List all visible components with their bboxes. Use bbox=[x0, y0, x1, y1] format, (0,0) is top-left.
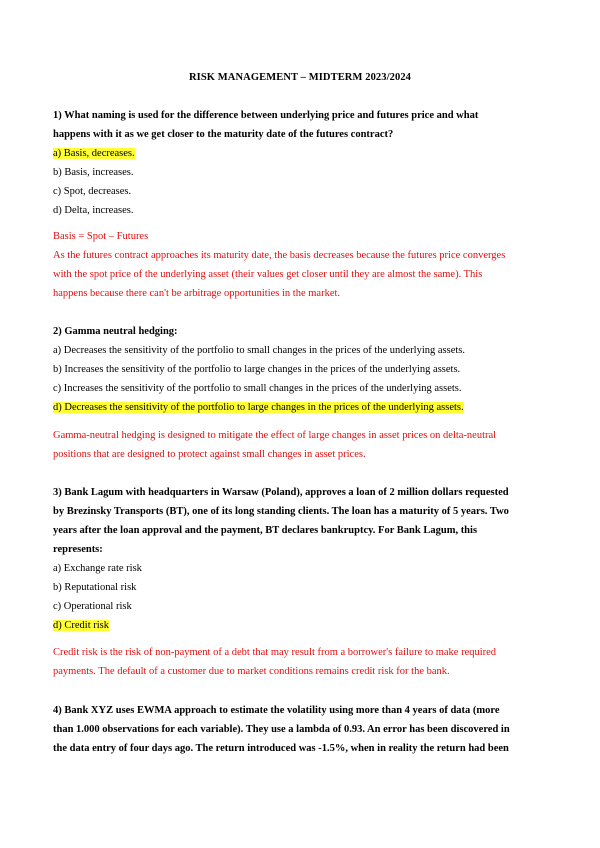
question-2-text bbox=[53, 322, 547, 341]
explanation-line: happens because there can't be arbitrage opportunities in the market. bbox=[53, 288, 341, 299]
option-b: b) Reputational risk bbox=[53, 582, 137, 593]
question-2-explanation bbox=[53, 426, 547, 464]
option-c: c) Spot, decreases. bbox=[53, 186, 132, 197]
question-line: happens with it as we get closer to the maturity date of the futures contract? bbox=[53, 129, 394, 140]
question-4 bbox=[53, 701, 547, 758]
option-b: b) Basis, increases. bbox=[53, 167, 134, 178]
question-line: 1) What naming is used for the difference between underlying price and futures price and what bbox=[53, 110, 479, 121]
question-line: the data entry of four days ago. The return introduced was -1.5%, when in reality the return had been bbox=[53, 743, 509, 754]
question-line: than 1.000 observations for each variable). They use a lambda of 0.93. An error has been discovered in bbox=[53, 724, 510, 735]
explanation-line: payments. The default of a customer due to market conditions remains credit risk for the bank. bbox=[53, 666, 450, 677]
explanation-line: positions that are designed to protect against small changes in asset prices. bbox=[53, 449, 366, 460]
question-line: 2) Gamma neutral hedging: bbox=[53, 326, 178, 337]
question-line: 3) Bank Lagum with headquarters in Warsaw (Poland), approves a loan of 2 million dollars requested bbox=[53, 487, 509, 498]
question-3 bbox=[53, 483, 547, 635]
question-2 bbox=[53, 322, 547, 417]
question-3-text bbox=[53, 483, 547, 559]
option-d: d) Delta, increases. bbox=[53, 205, 134, 216]
question-1-text bbox=[53, 106, 547, 144]
option-c: c) Operational risk bbox=[53, 601, 132, 612]
option-a: a) Decreases the sensitivity of the portfolio to small changes in the prices of the underlying assets. bbox=[53, 345, 466, 356]
option-a: a) Exchange rate risk bbox=[53, 563, 142, 574]
explanation-line: with the spot price of the underlying asset (their values get closer until they are almost the same). This bbox=[53, 269, 483, 280]
correct-answer-highlight: d) Decreases the sensitivity of the portfolio to large changes in the prices of the underlying assets. bbox=[53, 402, 464, 413]
question-line: years after the loan approval and the payment, BT declares bankruptcy. For Bank Lagum, this bbox=[53, 525, 478, 536]
question-1 bbox=[53, 106, 547, 220]
question-4-text bbox=[53, 701, 547, 758]
question-line: 4) Bank XYZ uses EWMA approach to estimate the volatility using more than 4 years of data (more bbox=[53, 705, 500, 716]
question-1-explanation bbox=[53, 227, 547, 303]
explanation-line: Gamma-neutral hedging is designed to mitigate the effect of large changes in asset prices on delta-neutral bbox=[53, 430, 497, 441]
question-line: represents: bbox=[53, 544, 103, 555]
option-d bbox=[53, 398, 547, 417]
explanation-line: Basis = Spot – Futures bbox=[53, 231, 149, 242]
correct-answer-highlight: a) Basis, decreases. bbox=[53, 148, 135, 159]
question-line: by Brezinsky Transports (BT), one of its long standing clients. The loan has a maturity of 5 years. Two bbox=[53, 506, 509, 517]
option-c: c) Increases the sensitivity of the portfolio to small changes in the prices of the underlying assets. bbox=[53, 383, 462, 394]
explanation-line: Credit risk is the risk of non-payment of a debt that may result from a borrower's failure to make required bbox=[53, 647, 497, 658]
question-3-explanation bbox=[53, 643, 547, 681]
option-b: b) Increases the sensitivity of the portfolio to large changes in the prices of the underlying assets. bbox=[53, 364, 461, 375]
option-d bbox=[53, 616, 547, 635]
correct-answer-highlight: d) Credit risk bbox=[53, 620, 109, 631]
explanation-line: As the futures contract approaches its maturity date, the basis decreases because the futures price converges bbox=[53, 250, 506, 261]
option-a bbox=[53, 144, 547, 163]
document-title: RISK MANAGEMENT – MIDTERM 2023/2024 bbox=[188, 72, 412, 83]
